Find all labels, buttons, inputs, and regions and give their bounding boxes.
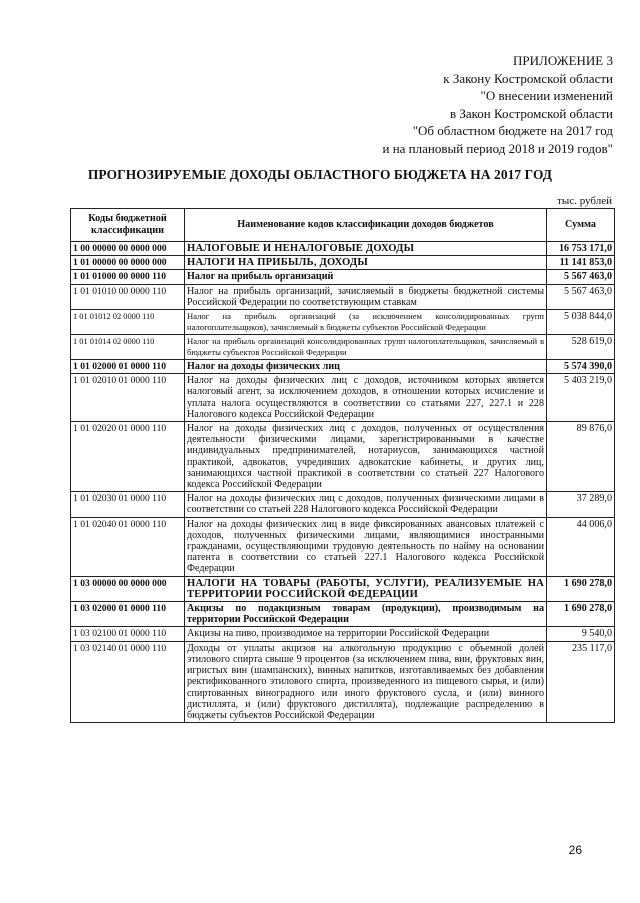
row-code: 1 01 02010 01 0000 110 — [71, 374, 185, 422]
row-amount: 235 117,0 — [547, 641, 615, 722]
table-row — [71, 335, 615, 360]
appendix-line: "Об областном бюджете на 2017 год — [412, 123, 613, 138]
row-code: 1 01 01014 02 0000 110 — [71, 335, 185, 360]
table-row — [71, 360, 615, 374]
row-name: НАЛОГИ НА ТОВАРЫ (РАБОТЫ, УСЛУГИ), РЕАЛИЗУЕМЫЕ НА ТЕРРИТОРИИ РОССИЙСКОЙ ФЕДЕРАЦИИ — [185, 576, 547, 601]
row-name: НАЛОГОВЫЕ И НЕНАЛОГОВЫЕ ДОХОДЫ — [185, 242, 547, 256]
row-code: 1 01 02040 01 0000 110 — [71, 517, 185, 576]
header-code: Коды бюджетной классификации — [71, 209, 185, 242]
table-row — [71, 284, 615, 309]
row-code: 1 01 02020 01 0000 110 — [71, 422, 185, 492]
table-row — [71, 517, 615, 576]
row-code: 1 03 02000 01 0000 110 — [71, 602, 185, 627]
row-name: Налог на прибыль организаций консолидированных групп налогоплательщиков, зачисляемый в бюджеты субъектов Российской Федерации — [185, 335, 547, 360]
table-row — [71, 641, 615, 722]
appendix-line: в Закон Костромской области — [449, 105, 613, 121]
row-amount: 5 567 463,0 — [547, 284, 615, 309]
row-amount: 5 567 463,0 — [547, 270, 615, 284]
table-row — [71, 256, 615, 270]
table-row — [71, 242, 615, 256]
table-row — [71, 310, 615, 335]
row-code: 1 01 01000 00 0000 110 — [71, 270, 185, 284]
row-name: Акцизы на пиво, производимое на территории Российской Федерации — [185, 627, 547, 641]
row-code: 1 03 02140 01 0000 110 — [71, 641, 185, 722]
row-name: Налог на доходы физических лиц в виде фиксированных авансовых платежей с доходов, полученных физическими лицами, являющимися иностранными гражданами, осуществляющими трудовую деятельность по найму на основании патента в соответствии со статьей 227.1 Налогового кодекса Российской Федерации — [185, 517, 547, 576]
table-row — [71, 422, 615, 492]
table-row — [71, 627, 615, 641]
table-row — [71, 602, 615, 627]
appendix-line: к Закону Костромской области — [443, 70, 613, 86]
row-code: 1 01 01012 02 0000 110 — [71, 310, 185, 335]
row-code: 1 00 00000 00 0000 000 — [71, 242, 185, 256]
revenue-table — [70, 208, 615, 723]
row-amount: 5 403 219,0 — [547, 374, 615, 422]
row-amount: 5 574 390,0 — [547, 360, 615, 374]
row-name: Налог на прибыль организаций (за исключением консолидированных групп налогоплательщиков), зачисляемый в бюджеты субъектов Российской Федерации — [185, 310, 547, 335]
table-row — [71, 270, 615, 284]
row-amount: 1 690 278,0 — [547, 576, 615, 601]
appendix-line: "О внесении изменений — [480, 88, 613, 103]
appendix-line: ПРИЛОЖЕНИЕ 3 — [513, 53, 613, 68]
appendix-line: и на плановый период 2018 и 2019 годов" — [382, 140, 613, 156]
row-code: 1 03 02100 01 0000 110 — [71, 627, 185, 641]
row-amount: 16 753 171,0 — [547, 242, 615, 256]
row-code: 1 03 00000 00 0000 000 — [71, 576, 185, 601]
row-name: Налог на прибыль организаций, зачисляемый в бюджеты бюджетной системы Российской Федерации по соответствующим ставкам — [185, 284, 547, 309]
row-name: НАЛОГИ НА ПРИБЫЛЬ, ДОХОДЫ — [185, 256, 547, 270]
document-title: ПРОГНОЗИРУЕМЫЕ ДОХОДЫ ОБЛАСТНОГО БЮДЖЕТА НА 2017 ГОД — [87, 167, 553, 182]
table-header-row — [71, 209, 615, 242]
row-amount: 9 540,0 — [547, 627, 615, 641]
row-code: 1 01 00000 00 0000 000 — [71, 256, 185, 270]
table-row — [71, 492, 615, 517]
units-label: тыс. рублей — [557, 195, 612, 207]
row-name: Налог на прибыль организаций — [185, 270, 547, 284]
header-name: Наименование кодов классификации доходов бюджетов — [185, 209, 547, 242]
page-number: 26 — [568, 843, 582, 857]
row-name: Акцизы по подакцизным товарам (продукции), производимым на территории Российской Федерации — [185, 602, 547, 627]
appendix-header — [382, 52, 613, 157]
row-name: Налог на доходы физических лиц с доходов, полученных от осуществления деятельности физическими лицами, зарегистрированными в качестве индивидуальных предпринимателей, нотариусов, занимающихся частной практикой, адвокатов, учредивших адвокатские кабинеты, и других лиц, занимающихся частной практикой в соответствии со статьей 227 Налогового кодекса Российской Федерации — [185, 422, 547, 492]
row-amount: 44 006,0 — [547, 517, 615, 576]
row-amount: 528 619,0 — [547, 335, 615, 360]
row-amount: 5 038 844,0 — [547, 310, 615, 335]
row-code: 1 01 01010 00 0000 110 — [71, 284, 185, 309]
row-amount: 11 141 853,0 — [547, 256, 615, 270]
row-amount: 37 289,0 — [547, 492, 615, 517]
row-code: 1 01 02000 01 0000 110 — [71, 360, 185, 374]
table-row — [71, 576, 615, 601]
row-name: Налог на доходы физических лиц — [185, 360, 547, 374]
row-code: 1 01 02030 01 0000 110 — [71, 492, 185, 517]
row-amount: 89 876,0 — [547, 422, 615, 492]
row-amount: 1 690 278,0 — [547, 602, 615, 627]
table-row — [71, 374, 615, 422]
row-name: Налог на доходы физических лиц с доходов, полученных физическими лицами в соответствии со статьей 228 Налогового кодекса Российской Федерации — [185, 492, 547, 517]
header-amount: Сумма — [547, 209, 615, 242]
row-name: Доходы от уплаты акцизов на алкогольную продукцию с объемной долей этилового спирта свыше 9 процентов (за исключением пива, вин, фруктовых вин, игристых вин (шампанских), винных напитков, изготавливаемых без добавления ректификованного этилового спирта, произведенного из пищевого сырья, и (или) спиртованных виноградного или иного фруктового сусла, и (или) винного дистиллята, и (или) фруктового дистиллята), подлежащие распределению в бюджеты субъектов Российской Федерации — [185, 641, 547, 722]
row-name: Налог на доходы физических лиц с доходов, источником которых является налоговый агент, за исключением доходов, в отношении которых исчисление и уплата налога осуществляются в соответствии со статьями 227, 227.1 и 228 Налогового кодекса Российской Федерации — [185, 374, 547, 422]
